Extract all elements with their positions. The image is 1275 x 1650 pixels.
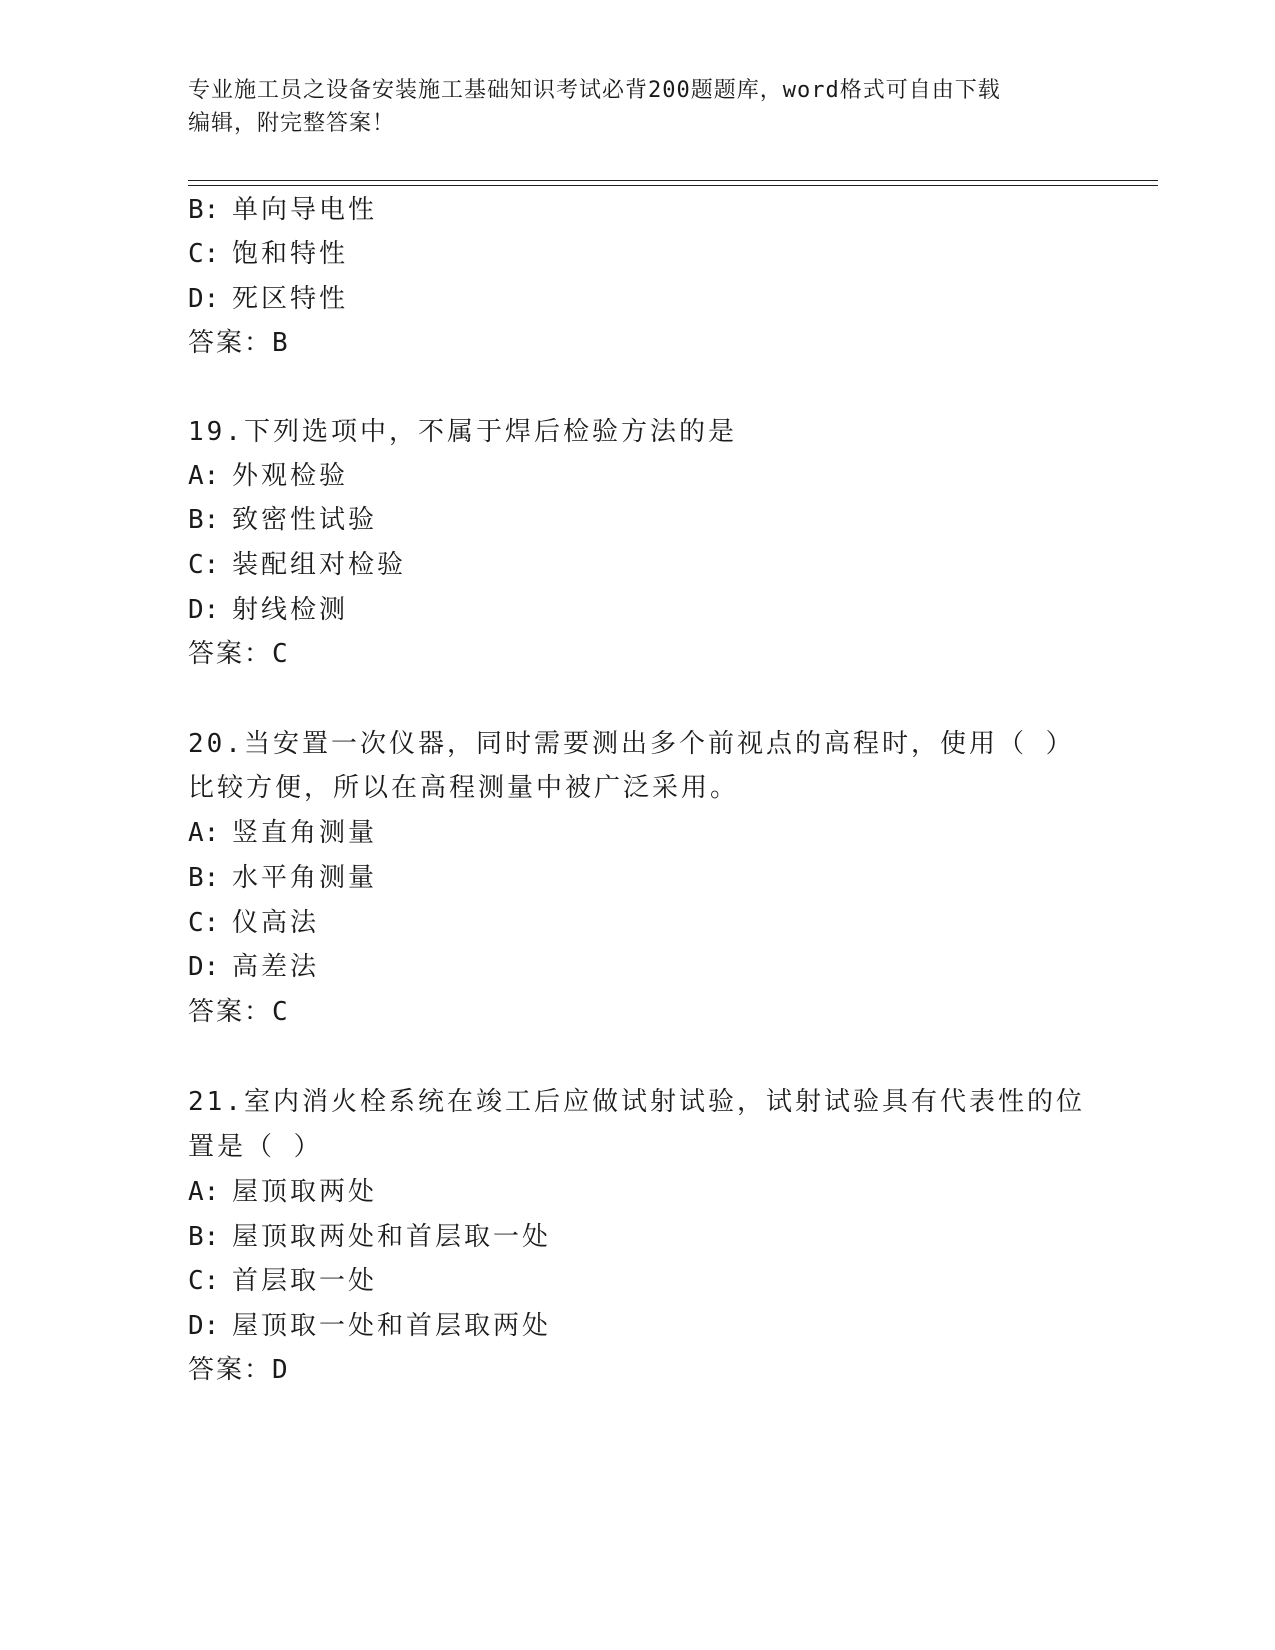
header-divider-top (188, 180, 1158, 181)
header-divider-bottom (188, 185, 1158, 186)
q19-question: 19.下列选项中，不属于焊后检验方法的是 (188, 417, 737, 447)
document-header (188, 74, 1068, 140)
q18-option-d: D: 死区特性 (188, 284, 349, 314)
q21-option-b: B: 屋顶取两处和首层取一处 (188, 1222, 552, 1252)
q21-option-c: C: 首层取一处 (188, 1266, 378, 1296)
q19-answer: 答案：C (188, 639, 290, 669)
q20-answer: 答案：C (188, 997, 290, 1027)
q20-option-c: C: 仪高法 (188, 908, 320, 938)
q20-option-b: B: 水平角测量 (188, 863, 378, 893)
q18-option-c: C: 饱和特性 (188, 239, 349, 269)
q20-option-a: A: 竖直角测量 (188, 818, 378, 848)
q21-question-line-2: 置是（ ） (188, 1132, 323, 1162)
q19-option-d: D: 射线检测 (188, 595, 349, 625)
q21-answer: 答案：D (188, 1355, 290, 1385)
header-line-1: 专业施工员之设备安装施工基础知识考试必背200题题库，word格式可自由下载 (188, 78, 1001, 103)
q21-option-d: D: 屋顶取一处和首层取两处 (188, 1311, 552, 1341)
q19-option-c: C: 装配组对检验 (188, 550, 407, 580)
header-line-2: 编辑，附完整答案！ (188, 111, 396, 136)
q20-question-line-2: 比较方便，所以在高程测量中被广泛采用。 (188, 773, 740, 803)
q20-question-line-1: 20.当安置一次仪器，同时需要测出多个前视点的高程时，使用（ ） (188, 729, 1075, 759)
q19-option-a: A: 外观检验 (188, 461, 349, 491)
q21-question-line-1: 21.室内消火栓系统在竣工后应做试射试验，试射试验具有代表性的位 (188, 1087, 1085, 1117)
q19-option-b: B: 致密性试验 (188, 505, 378, 535)
q21-option-a: A: 屋顶取两处 (188, 1177, 378, 1207)
q20-option-d: D: 高差法 (188, 952, 320, 982)
q18-answer: 答案：B (188, 328, 290, 358)
q18-option-b: B: 单向导电性 (188, 195, 378, 225)
